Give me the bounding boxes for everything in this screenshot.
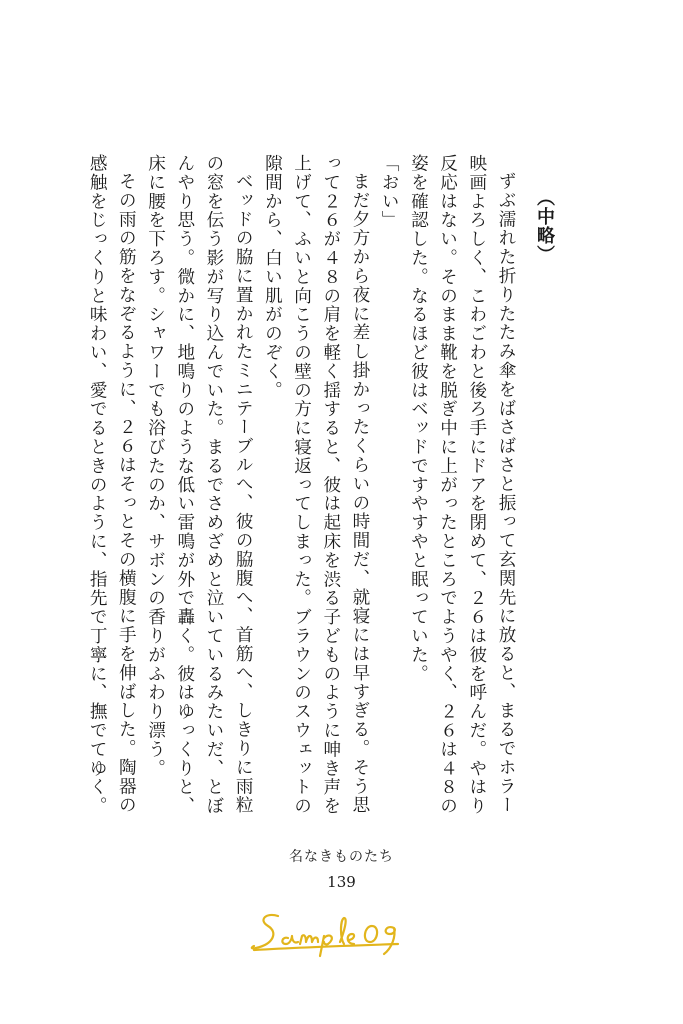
paragraph: ずぶ濡れた折りたたみ傘をばさばさと振って玄関先に放ると、まるでホラー映画よろしく、こわごわと後ろ手にドアを閉めて、２６は彼を呼んだ。やはり反応はない。そのまま靴を脱ぎ中に上がったところでようやく、２６は４８の姿を確認した。なるほど彼はベッドですやすやと眠っていた。 <box>408 154 516 816</box>
section-heading: （中略） <box>534 188 555 264</box>
running-title: 名なきものたち <box>289 849 394 865</box>
watermark-stroke-nine <box>384 927 395 954</box>
watermark-stroke-s <box>252 915 278 948</box>
watermark-stroke-a <box>282 936 298 944</box>
paragraph: ベッドの脇に置かれたミニテーブルへ、彼の脇腹へ、首筋へ、しきりに雨粒の窓を伝う影が写り込んでいた。まるでさめざめと泣いているみたいだ、とぼんやり思う。微かに、地鳴りのような低い雷鳴が外で轟く。彼はゆっくりと、床に腰を下ろす。シャワーでも浴びたのか、サボンの香りがふわり漂う。 <box>145 154 254 816</box>
paragraph: その雨の筋をなぞるように、２６はそっとその横腹に手を伸ばした。陶器の感触をじっくりと味わい、愛でるときのように、指先で丁寧に、撫でてゆく。 <box>87 154 137 816</box>
body-text <box>82 154 520 824</box>
watermark-stroke-e <box>348 934 354 944</box>
watermark-stroke-m <box>300 935 318 944</box>
sample-watermark <box>248 908 408 958</box>
paragraph: まだ夕方から夜に差し掛かったくらいの時間だ、就寝には早すぎる。そう思って２６が４８の肩を軽く揺すると、彼は起床を渋る子どものように呻き声を上げて、ふいと向こうの壁の方に寝返ってしまった。ブラウンのスウェットの隙間から、白い肌がのぞく。 <box>262 154 370 816</box>
watermark-stroke-l <box>340 918 346 944</box>
page-number: 139 <box>327 873 356 891</box>
watermark-stroke-zero <box>365 926 377 942</box>
paragraph: 「おい」 <box>379 154 400 230</box>
